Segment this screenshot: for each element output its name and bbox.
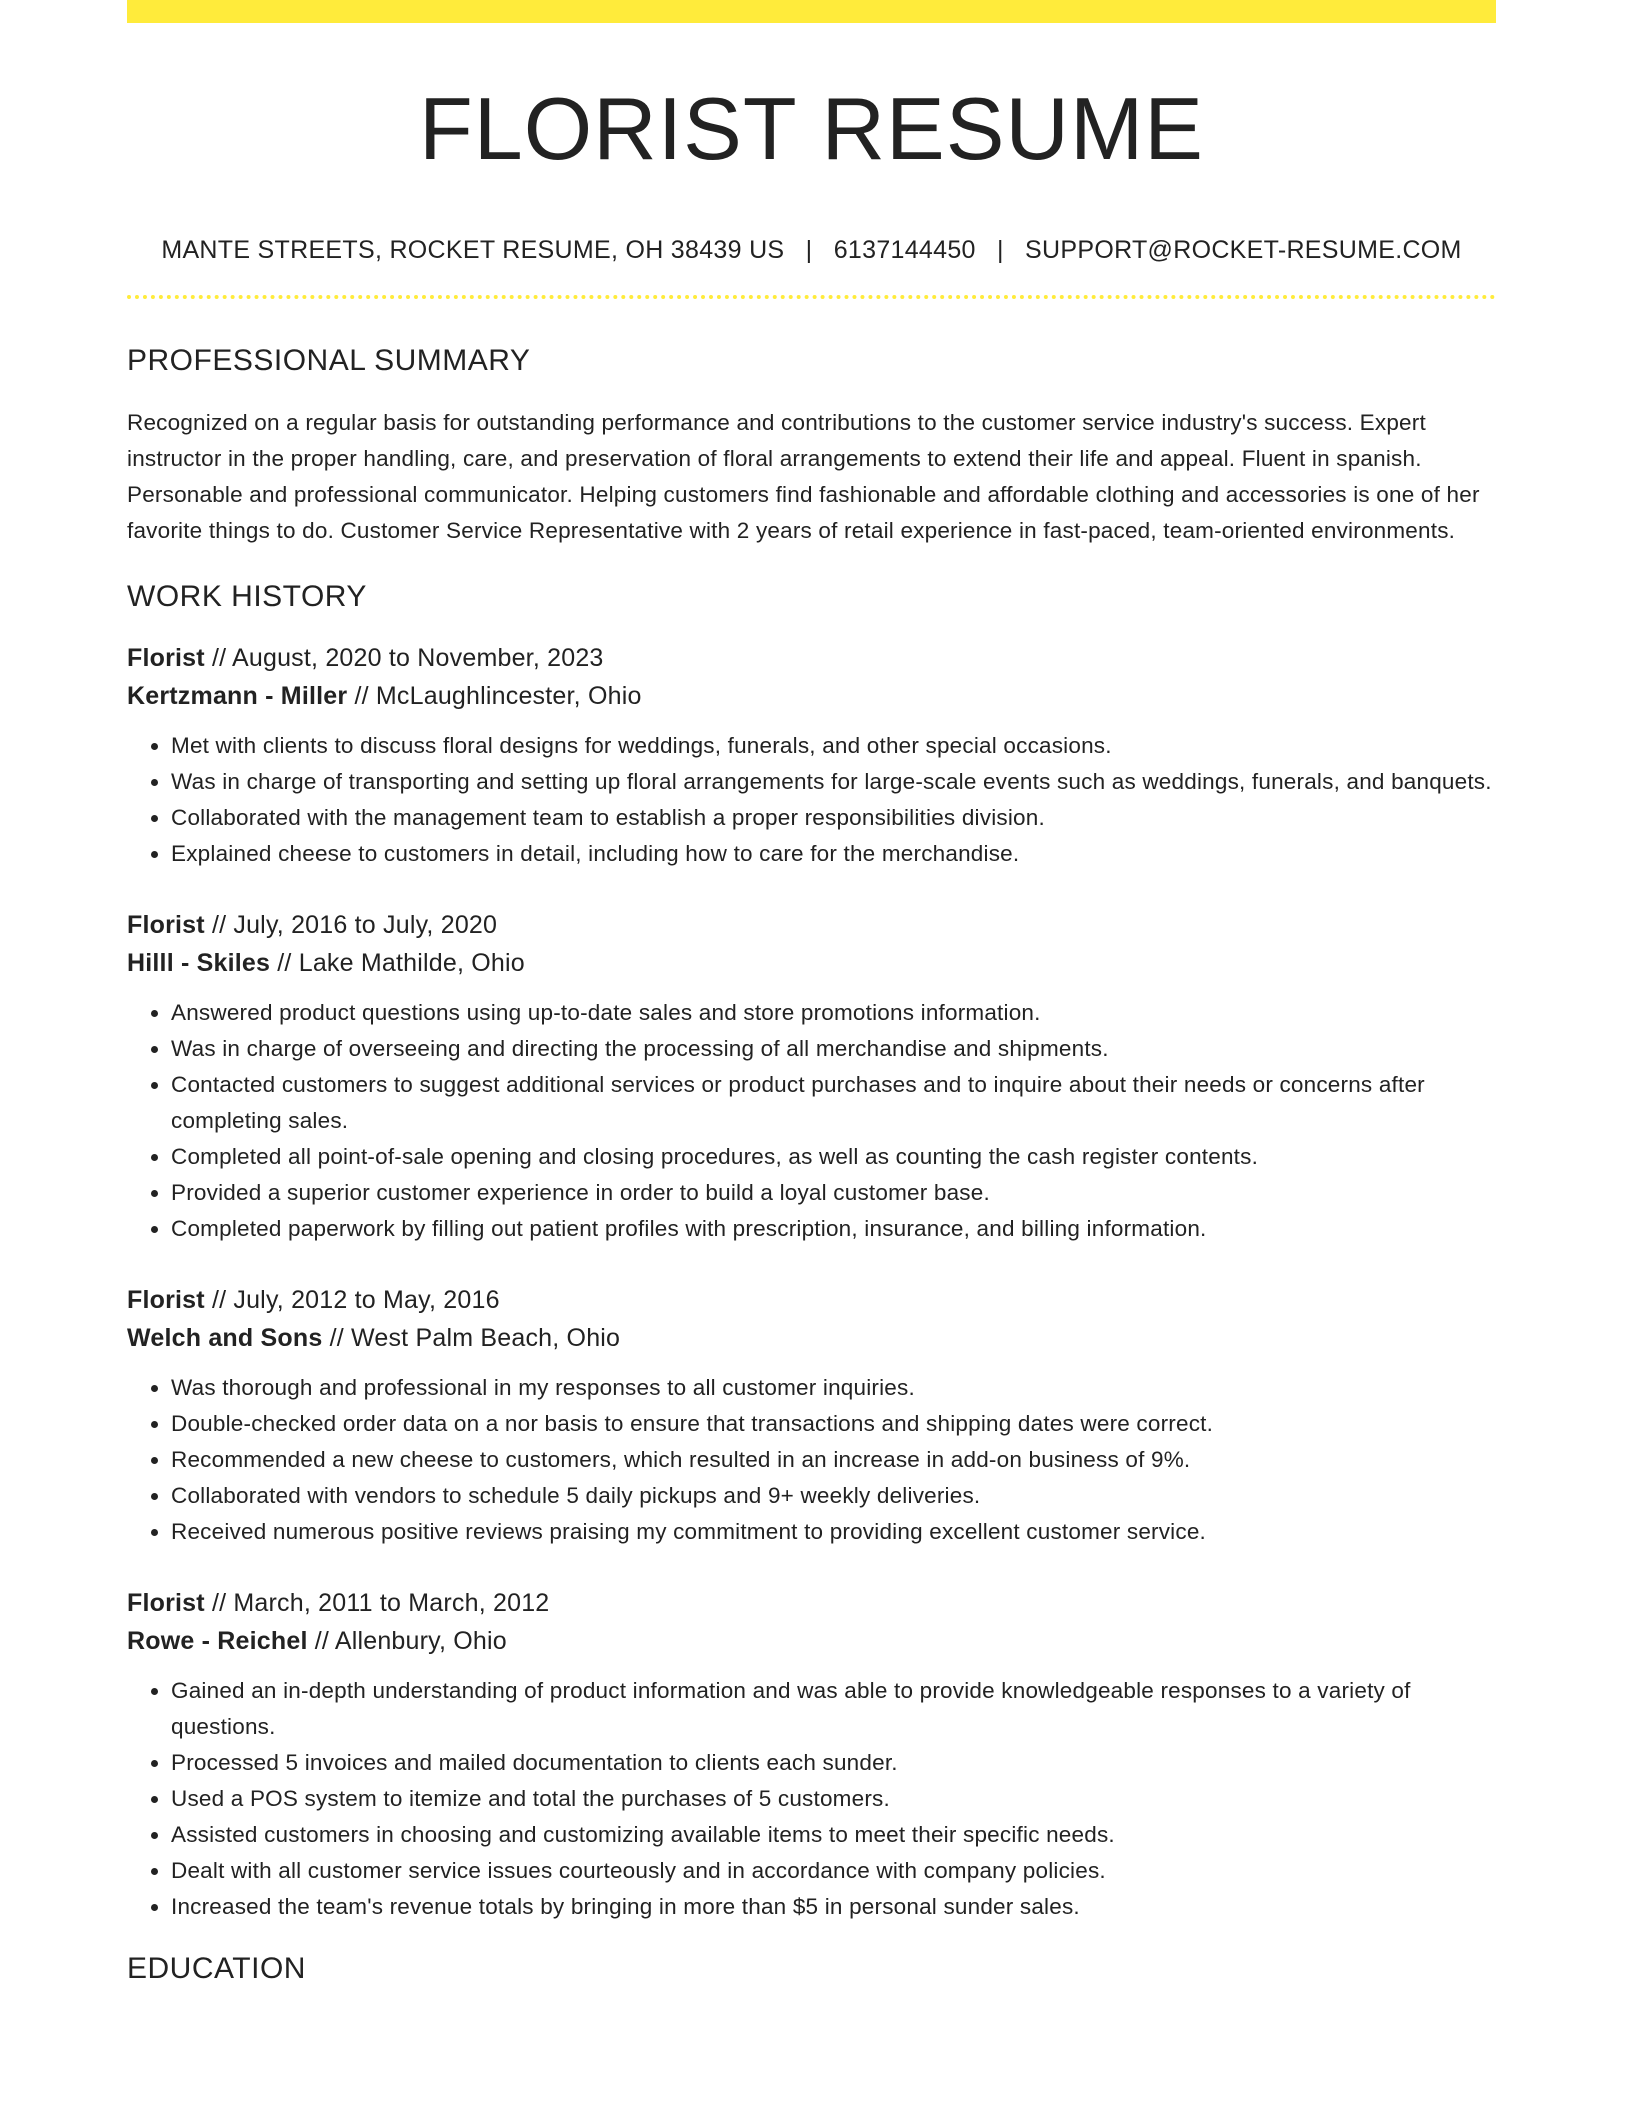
list-item: • Received numerous positive reviews praising my commitment to providing excellent customer service. bbox=[171, 1514, 1496, 1550]
resume-title: FLORIST RESUME bbox=[419, 79, 1204, 178]
job-dates: // July, 2016 to July, 2020 bbox=[204, 911, 498, 939]
job-entry bbox=[127, 639, 1496, 872]
contact-email: SUPPORT@ROCKET-RESUME.COM bbox=[1025, 236, 1462, 264]
contact-address: MANTE STREETS, ROCKET RESUME, OH 38439 US bbox=[161, 236, 785, 264]
list-item: • Provided a superior customer experience in order to build a loyal customer base. bbox=[171, 1175, 1496, 1211]
contact-separator: | bbox=[997, 236, 1004, 264]
summary-text: Recognized on a regular basis for outstanding performance and contributions to the customer service industry's success. Expert instructor in the proper handling, care, and preservation of floral arrangements to extend their life and appeal. Fluent in spanish. Personable and professional communicator. Helping customers find fashionable and affordable clothing and accessories is one of her favorite things to do. Customer Service Representative with 2 years of retail experience in fast-paced, team-oriented environments. bbox=[127, 410, 1480, 543]
job-location: // Allenbury, Ohio bbox=[307, 1627, 507, 1655]
list-item: • Dealt with all customer service issues courteously and in accordance with company policies. bbox=[171, 1853, 1496, 1889]
job-company-line bbox=[127, 677, 1496, 715]
job-entry bbox=[127, 906, 1496, 1247]
list-item: • Gained an in-depth understanding of product information and was able to provide knowledgeable responses to a variety of questions. bbox=[171, 1673, 1496, 1745]
job-entry bbox=[127, 1281, 1496, 1550]
list-item: • Explained cheese to customers in detail, including how to care for the merchandise. bbox=[171, 836, 1496, 872]
list-item: • Completed paperwork by filling out patient profiles with prescription, insurance, and billing information. bbox=[171, 1211, 1496, 1247]
list-item: • Double-checked order data on a nor basis to ensure that transactions and shipping dates were correct. bbox=[171, 1406, 1496, 1442]
job-title-line bbox=[127, 1584, 1496, 1622]
contact-separator: | bbox=[805, 236, 813, 264]
job-company: Welch and Sons bbox=[127, 1324, 323, 1352]
job-title-line bbox=[127, 1281, 1496, 1319]
contact-phone: 6137144450 bbox=[833, 236, 976, 264]
job-location: // West Palm Beach, Ohio bbox=[322, 1324, 621, 1352]
job-company: Rowe - Reichel bbox=[127, 1627, 308, 1655]
job-company-line bbox=[127, 944, 1496, 982]
job-dates: // July, 2012 to May, 2016 bbox=[204, 1286, 500, 1314]
accent-top-bar bbox=[127, 0, 1496, 23]
list-item: • Was in charge of overseeing and directing the processing of all merchandise and shipments. bbox=[171, 1031, 1496, 1067]
job-bullets bbox=[127, 995, 1496, 1247]
list-item: • Used a POS system to itemize and total the purchases of 5 customers. bbox=[171, 1781, 1496, 1817]
work-history-heading: WORK HISTORY bbox=[127, 580, 367, 613]
list-item: • Processed 5 invoices and mailed documentation to clients each sunder. bbox=[171, 1745, 1496, 1781]
job-role: Florist bbox=[127, 1286, 205, 1314]
job-location: // McLaughlincester, Ohio bbox=[347, 682, 642, 710]
contact-line bbox=[127, 235, 1496, 265]
list-item: • Was in charge of transporting and setting up floral arrangements for large-scale events such as weddings, funerals, and banquets. bbox=[171, 764, 1496, 800]
list-item: • Collaborated with the management team to establish a proper responsibilities division. bbox=[171, 800, 1496, 836]
job-bullets bbox=[127, 1673, 1496, 1925]
job-dates: // August, 2020 to November, 2023 bbox=[204, 644, 604, 672]
resume-page bbox=[127, 0, 1496, 1987]
summary-heading: PROFESSIONAL SUMMARY bbox=[127, 344, 531, 377]
job-title-line bbox=[127, 639, 1496, 677]
list-item: • Contacted customers to suggest additional services or product purchases and to inquire about their needs or concerns after completing sales. bbox=[171, 1067, 1496, 1139]
list-item: • Assisted customers in choosing and customizing available items to meet their specific needs. bbox=[171, 1817, 1496, 1853]
job-bullets bbox=[127, 728, 1496, 872]
job-entry bbox=[127, 1584, 1496, 1925]
list-item: • Was thorough and professional in my responses to all customer inquiries. bbox=[171, 1370, 1496, 1406]
job-title-line bbox=[127, 906, 1496, 944]
job-bullets bbox=[127, 1370, 1496, 1550]
job-company: Kertzmann - Miller bbox=[127, 682, 348, 710]
list-item: • Collaborated with vendors to schedule 5 daily pickups and 9+ weekly deliveries. bbox=[171, 1478, 1496, 1514]
list-item: • Met with clients to discuss floral designs for weddings, funerals, and other special occasions. bbox=[171, 728, 1496, 764]
job-company-line bbox=[127, 1622, 1496, 1660]
job-company-line bbox=[127, 1319, 1496, 1357]
job-dates: // March, 2011 to March, 2012 bbox=[204, 1589, 550, 1617]
job-company: Hilll - Skiles bbox=[127, 949, 271, 977]
job-role: Florist bbox=[127, 911, 205, 939]
list-item: • Completed all point-of-sale opening and closing procedures, as well as counting the cash register contents. bbox=[171, 1139, 1496, 1175]
job-location: // Lake Mathilde, Ohio bbox=[270, 949, 525, 977]
dotted-divider bbox=[127, 295, 1496, 299]
job-role: Florist bbox=[127, 644, 205, 672]
list-item: • Recommended a new cheese to customers, which resulted in an increase in add-on business of 9%. bbox=[171, 1442, 1496, 1478]
list-item: • Answered product questions using up-to-date sales and store promotions information. bbox=[171, 995, 1496, 1031]
education-heading: EDUCATION bbox=[127, 1952, 306, 1985]
list-item: • Increased the team's revenue totals by bringing in more than $5 in personal sunder sales. bbox=[171, 1889, 1496, 1925]
job-role: Florist bbox=[127, 1589, 205, 1617]
